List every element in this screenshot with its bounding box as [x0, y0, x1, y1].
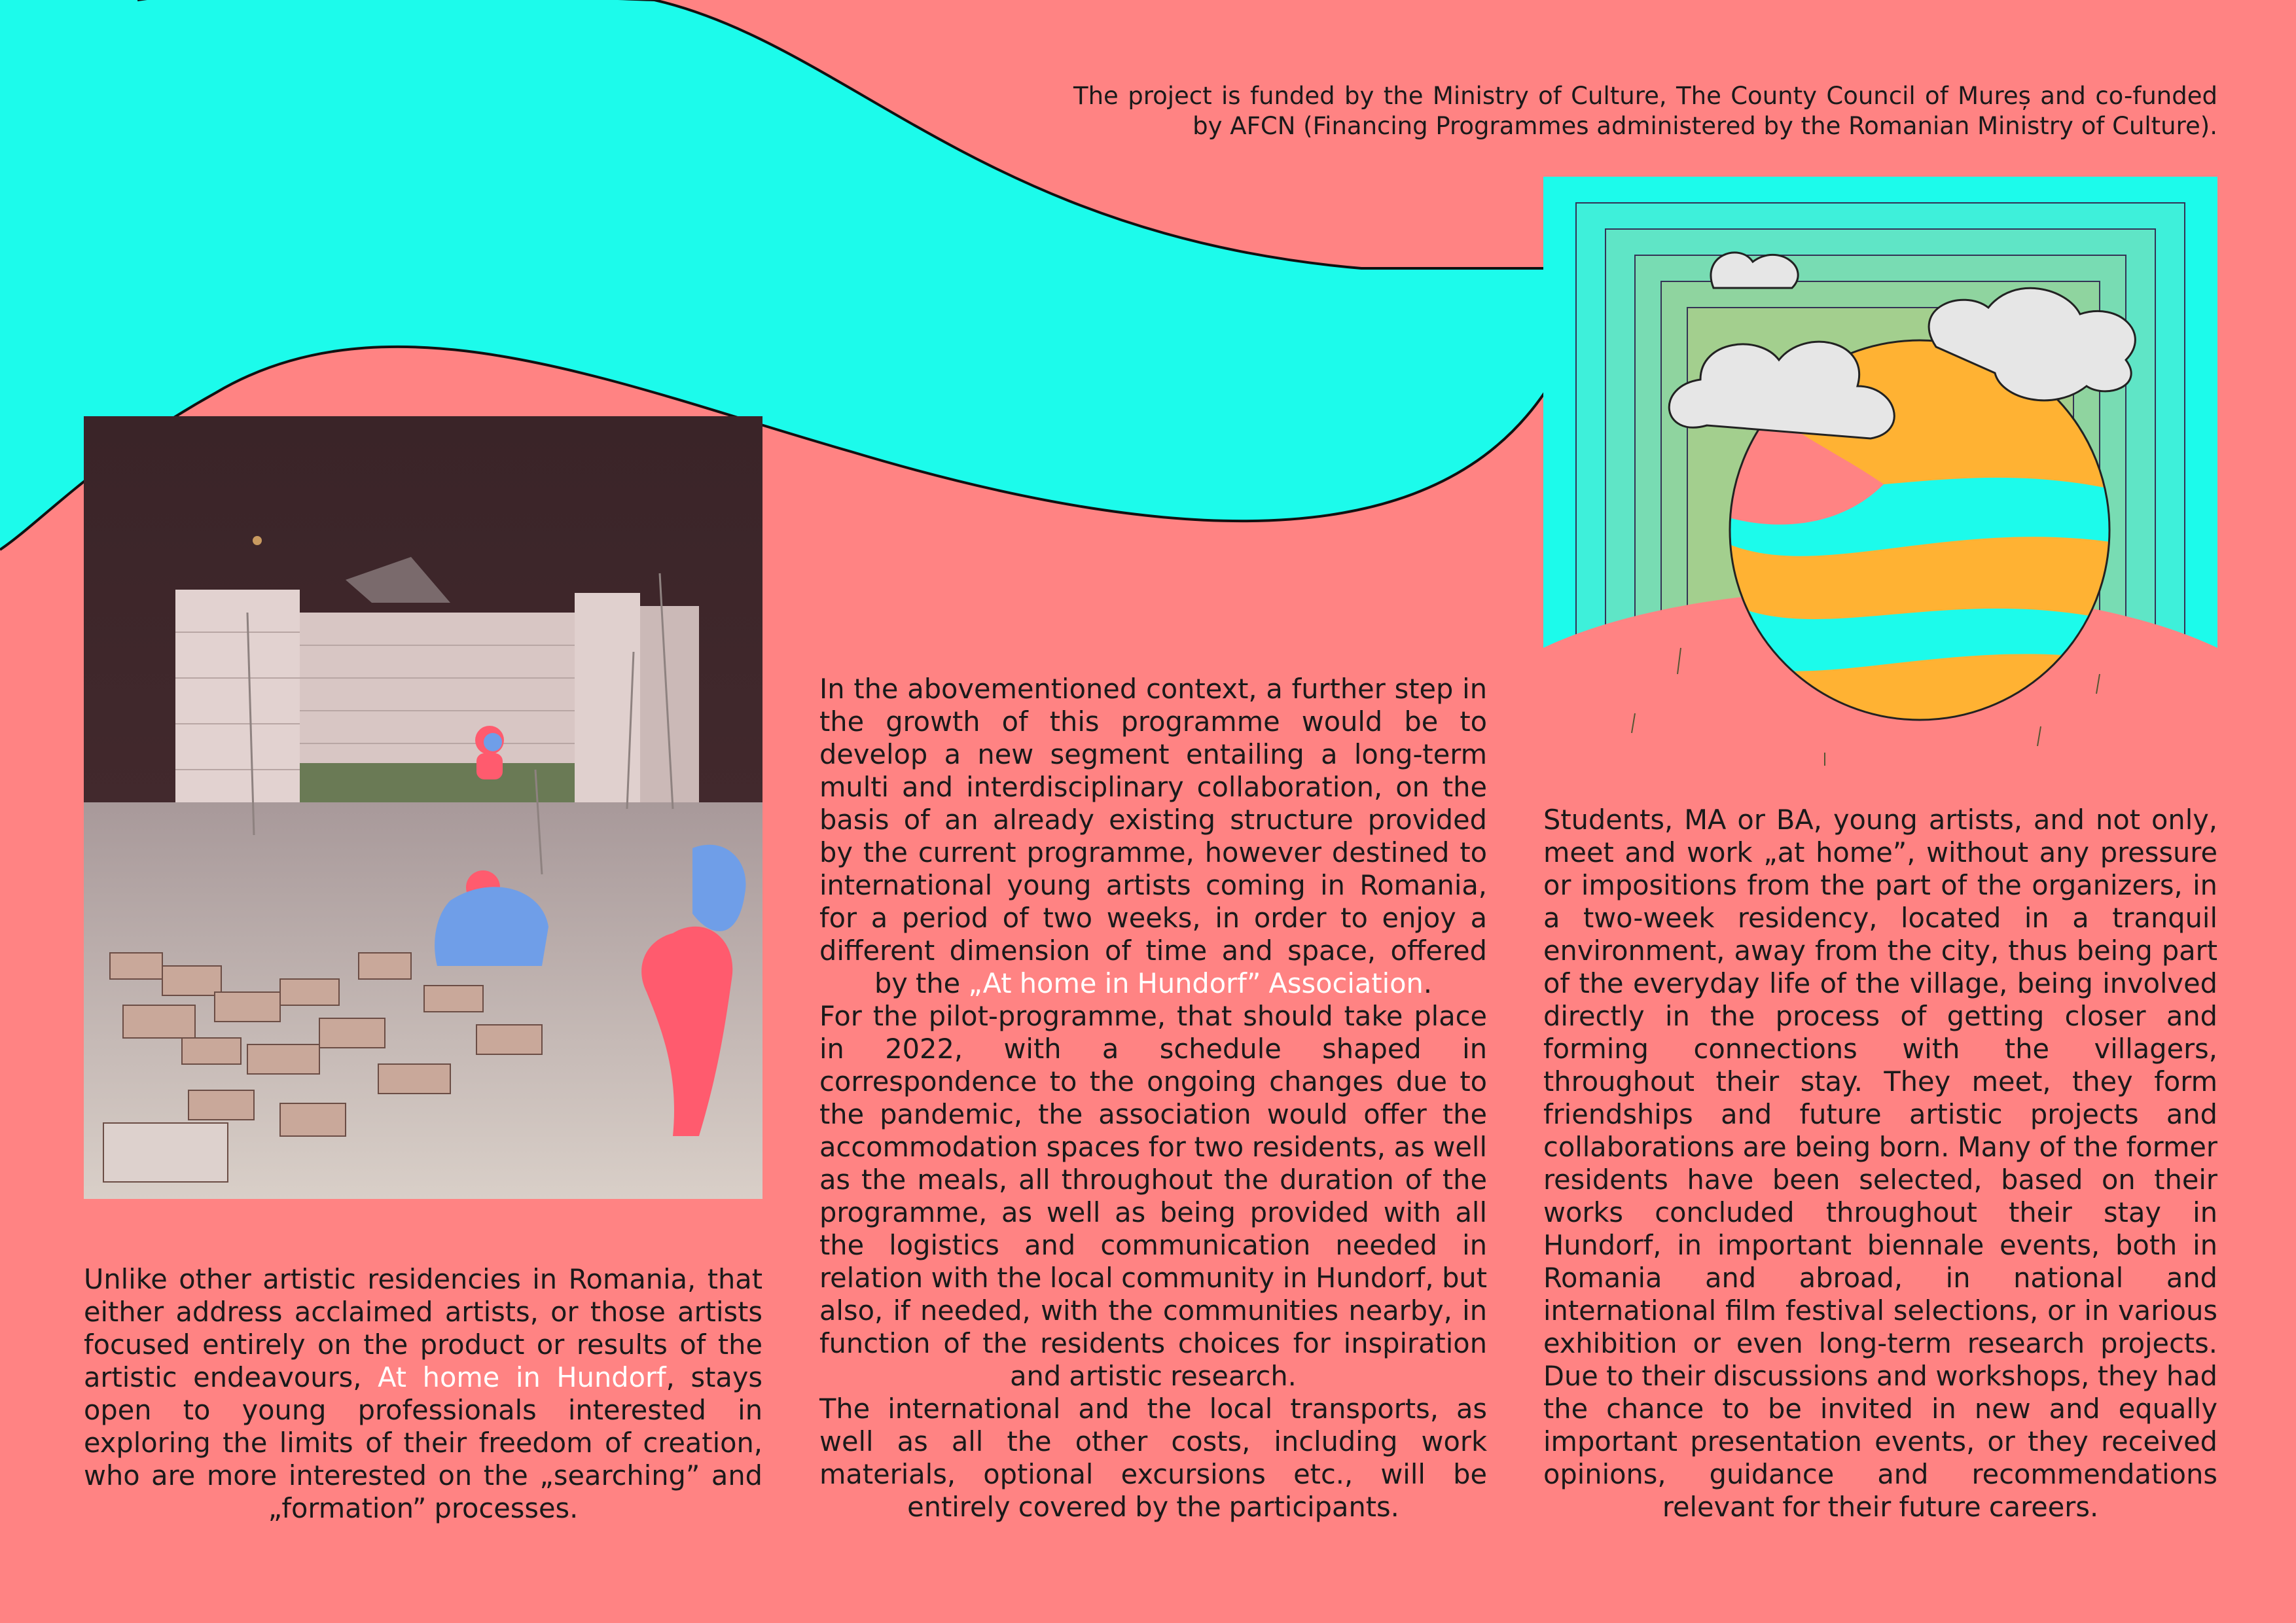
right-column [1543, 804, 2217, 1524]
middle-p1-end: . [1423, 967, 1433, 999]
middle-paragraph-3: The international and the local transports, as well as all the other costs, including work materials, optional excursions etc., will be entirely covered by the participants. [819, 1393, 1487, 1523]
planet-illustration [1543, 177, 2217, 766]
funding-note: The project is funded by the Ministry of Culture, The County Council of Mureș and co-funded by AFCN (Financing Programmes administered by the Romanian Ministry of Culture). [1073, 82, 2217, 140]
at-home-in-hundorf-link[interactable]: At home in Hundorf [378, 1361, 666, 1393]
collage-photo [84, 416, 762, 1199]
middle-column [819, 673, 1487, 1524]
left-paragraph [84, 1263, 762, 1525]
left-column [84, 1263, 762, 1525]
association-link[interactable]: „At home in Hundorf” Association [968, 967, 1424, 999]
middle-paragraph-2: For the pilot-programme, that should take place in 2022, with a schedule shaped in correspondence to the ongoing changes due to the pandemic, the association would offer the accommodation spaces for two residents, as well as the meals, all throughout the duration of the programme, as well as being provided with all the logistics and communication needed in relation with the local community in Hundorf, but also, if needed, with the communities nearby, in function of the residents choices for inspiration and artistic research. [819, 1000, 1487, 1392]
left-text-after: , stays open to young professionals interested in exploring the limits of their freedom of creation, who are more interested on the „searching” and „formation” processes. [84, 1361, 762, 1524]
right-paragraph: Students, MA or BA, young artists, and not only, meet and work „at home”, without any pressure or impositions from the part of the organizers, in a two-week residency, located in a tranquil environment, away from the city, thus being part of the everyday life of the village, being involved directly in the process of getting closer and forming connections with the villagers, throughout their stay. They meet, they form friendships and future artistic projects and collaborations are being born. Many of the former residents have been selected, based on their works concluded throughout their stay in Hundorf, in important biennale events, both in Romania and abroad, in national and international film festival selections, or in various exhibition or even long-term research projects. Due to their discussions and workshops, they had the chance to be invited in new and equally important presentation events, or they received opinions, guidance and recommendations relevant for their future careers. [1543, 804, 2217, 1523]
middle-paragraph-1 [819, 673, 1487, 1000]
left-text-before: Unlike other artistic residencies in Romania, that either address acclaimed artists, or those artists focused entirely on the product or results of the artistic endeavours, [84, 1263, 762, 1393]
middle-p1-text: In the abovementioned context, a further step in the growth of this programme would be to develop a new segment entailing a long-term multi and interdisciplinary collaboration, on the basis of an already existing structure provided by the current programme, however destined to international young artists coming in Romania, for a period of two weeks, in order to enjoy a different dimension of time and space, offered by the [819, 673, 1487, 999]
